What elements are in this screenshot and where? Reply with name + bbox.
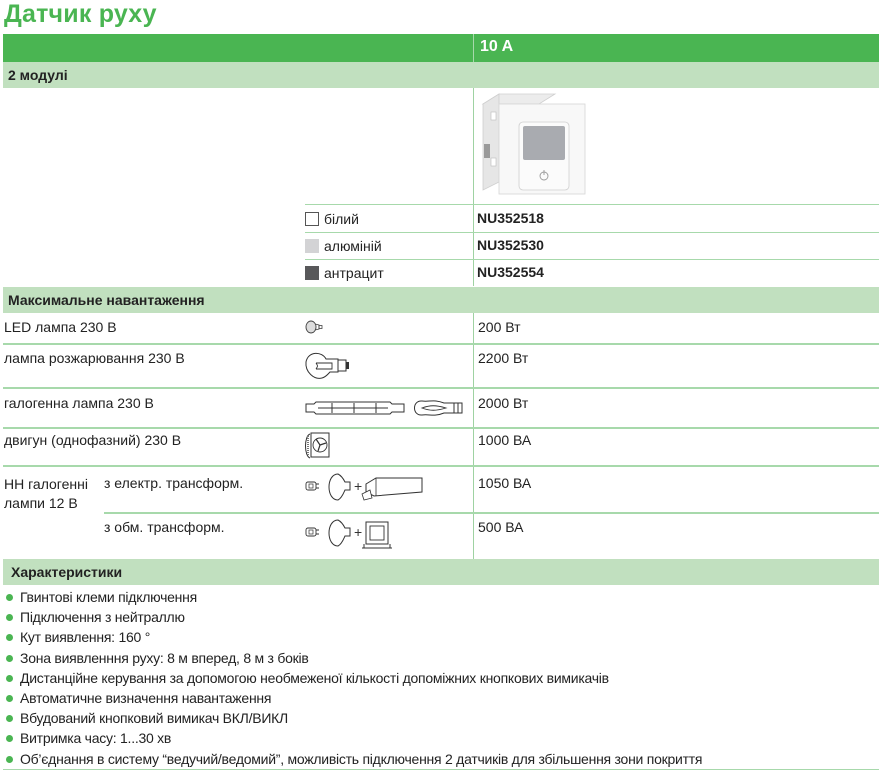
halogen-lamp-icon <box>304 396 470 420</box>
halogen-electronic-transformer-icon <box>304 470 432 506</box>
max-load-label: Максимальне навантаження <box>8 292 205 308</box>
variant-row-anthracite <box>305 260 879 284</box>
color-name: білий <box>324 211 359 227</box>
load-value-halogen: 2000 Вт <box>478 395 529 411</box>
load-label-halogen: галогенна лампа 230 В <box>4 395 154 411</box>
bullet-icon <box>6 634 13 641</box>
color-swatch-white <box>305 212 319 226</box>
fan-motor-icon <box>304 430 330 462</box>
load-value-motor: 1000 ВА <box>478 432 532 448</box>
row-divider <box>3 387 879 389</box>
product-code: NU352518 <box>477 210 544 226</box>
bullet-icon <box>6 756 13 763</box>
load-label-motor: двигун (однофазний) 230 В <box>4 432 182 448</box>
feature-item: Кут виявлення: 160 ° <box>6 627 702 647</box>
load-label-led: LED лампа 230 В <box>4 319 117 335</box>
incandescent-bulb-icon <box>304 350 356 382</box>
bullet-icon <box>6 715 13 722</box>
feature-item: Об’єднання в систему “ведучий/ведомий”, можливість підключення 2 датчиків для збільшення зони покриття <box>6 749 702 769</box>
bullet-icon <box>6 735 13 742</box>
bullet-icon <box>6 594 13 601</box>
bullet-icon <box>6 675 13 682</box>
row-divider <box>104 512 879 514</box>
nh-halogen-group-label: НН галогенні лампи 12 В <box>4 476 88 511</box>
features-label: Характеристики <box>11 564 123 580</box>
row-divider <box>3 427 879 429</box>
modules-section-header <box>3 62 879 88</box>
color-swatch-anthracite <box>305 266 319 280</box>
column-divider <box>473 313 474 559</box>
load-label-electronic-transformer: з електр. трансформ. <box>104 475 244 491</box>
max-load-section-header <box>3 287 879 313</box>
rating-header-bar <box>3 34 879 62</box>
feature-item: Підключення з нейтраллю <box>6 607 702 627</box>
feature-item: Автоматичне визначення навантаження <box>6 688 702 708</box>
motion-sensor-product-image <box>477 90 589 200</box>
load-value-wound-transformer: 500 ВА <box>478 519 524 535</box>
features-list <box>6 587 702 769</box>
load-value-electronic-transformer: 1050 ВА <box>478 475 532 491</box>
product-code: NU352554 <box>477 264 544 280</box>
color-name: антрацит <box>324 265 384 281</box>
load-value-incandescent: 2200 Вт <box>478 350 529 366</box>
product-code: NU352530 <box>477 237 544 253</box>
page-title: Датчик руху <box>4 0 157 28</box>
bullet-icon <box>6 655 13 662</box>
svg-text:+: + <box>354 524 363 540</box>
svg-text:+: + <box>354 478 363 494</box>
variant-row-aluminium <box>305 233 879 257</box>
row-divider <box>3 465 879 467</box>
feature-item: Зона виявленння руху: 8 м вперед, 8 м з боків <box>6 648 702 668</box>
color-swatch-aluminium <box>305 239 319 253</box>
feature-item: Вбудований кнопковий вимикач ВКЛ/ВИКЛ <box>6 708 702 728</box>
row-divider <box>3 343 879 345</box>
load-value-led: 200 Вт <box>478 319 521 335</box>
modules-label: 2 модулі <box>8 67 68 83</box>
bullet-icon <box>6 614 13 621</box>
variant-row-white <box>305 206 879 230</box>
row-divider <box>305 204 879 205</box>
bottom-divider <box>3 769 879 770</box>
feature-item: Дистанційне керування за допомогою необмеженої кількості допоміжних кнопкових вимикачів <box>6 668 702 688</box>
load-label-incandescent: лампа розжарювання 230 В <box>4 350 185 366</box>
column-divider <box>473 34 474 62</box>
halogen-wound-transformer-icon <box>304 516 414 552</box>
feature-item: Гвинтові клеми підключення <box>6 587 702 607</box>
features-section-header <box>3 559 879 585</box>
color-name: алюміній <box>324 238 382 254</box>
feature-item: Витримка часу: 1...30 хв <box>6 728 702 748</box>
load-label-wound-transformer: з обм. трансформ. <box>104 519 225 535</box>
bullet-icon <box>6 695 13 702</box>
rating-label: 10 A <box>480 38 514 55</box>
led-lamp-icon <box>304 320 326 334</box>
